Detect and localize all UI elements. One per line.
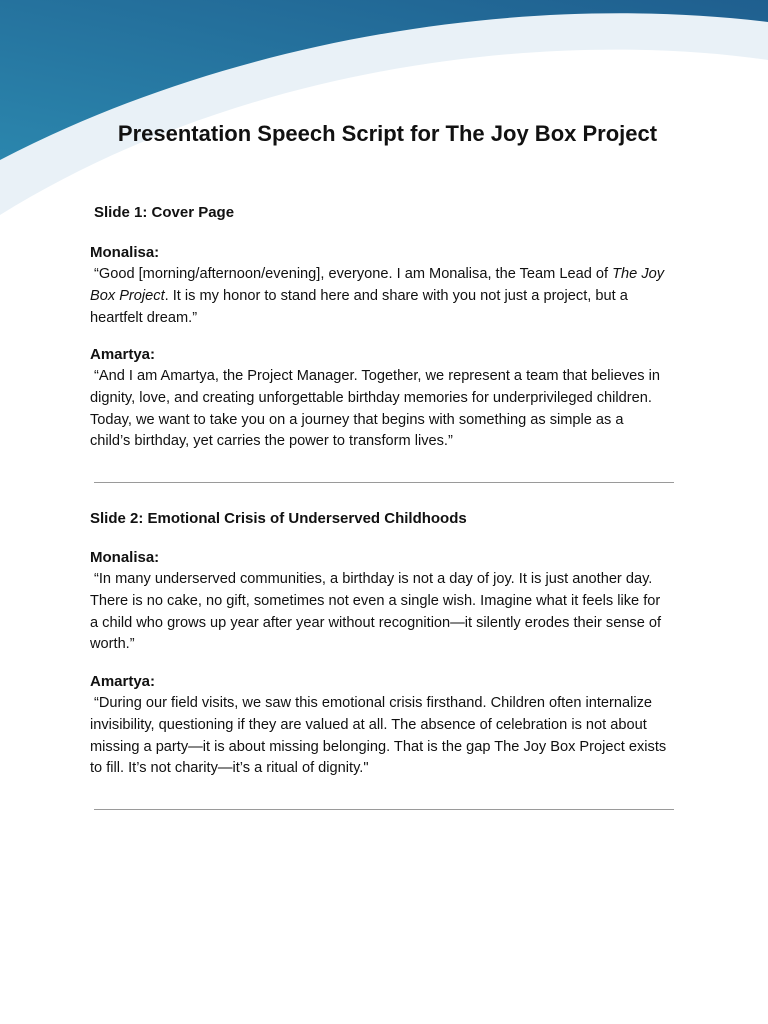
speaker-text xyxy=(90,366,680,453)
speaker-name: Monalisa: xyxy=(90,244,160,261)
speaker-name: Amartya: xyxy=(90,346,156,363)
speaker-text xyxy=(90,693,680,780)
speech-line: missing a party—it is about missing belonging. That is the gap The Joy Box Project exists xyxy=(90,738,667,755)
slide-heading: Slide 2: Emotional Crisis of Underserved Childhoods xyxy=(90,510,467,527)
section-divider xyxy=(94,482,674,483)
speech-line: “During our field visits, we saw this emotional crisis firsthand. Children often internalize xyxy=(94,695,653,711)
speech-line: There is no cake, no gift, sometimes not even a single wish. Imagine what it feels like for xyxy=(90,592,661,609)
speech-line: heartfelt dream.” xyxy=(90,309,198,326)
slide-heading: Slide 1: Cover Page xyxy=(94,204,235,221)
speaker-block xyxy=(90,547,680,656)
speaker-name: Monalisa: xyxy=(90,549,160,566)
speaker-block xyxy=(90,344,680,453)
speaker-block xyxy=(90,671,680,780)
speech-line: Today, we want to take you on a journey that begins with something as simple as a xyxy=(90,411,624,428)
speaker-block xyxy=(90,242,680,329)
speech-line: child’s birthday, yet carries the power to transform lives.” xyxy=(90,433,453,450)
speaker-name: Amartya: xyxy=(90,673,156,690)
speech-line: invisibility, questioning if they are valued at all. The absence of celebration is not about xyxy=(90,716,647,733)
slide-section-1 xyxy=(90,202,680,224)
speech-line: worth.” xyxy=(90,636,135,653)
speech-line: . It is my honor to stand here and share with you not just a project, but a xyxy=(164,287,628,304)
section-divider xyxy=(94,809,674,810)
speech-line: “Good [morning/afternoon/evening], everyone. I am Monalisa, the Team Lead of xyxy=(94,266,613,282)
speech-line: to fill. It’s not charity—it’s a ritual of dignity." xyxy=(90,760,369,777)
slide-section-2 xyxy=(90,508,680,530)
document-title: Presentation Speech Script for The Joy Box Project xyxy=(117,121,658,146)
speech-line: dignity, love, and creating unforgettable birthday memories for underprivileged children. xyxy=(90,389,652,406)
speech-line: “And I am Amartya, the Project Manager. Together, we represent a team that believes in xyxy=(94,368,660,384)
speaker-text xyxy=(90,264,680,329)
project-name-italic: The Joy xyxy=(612,266,665,282)
speaker-text xyxy=(90,569,680,656)
speech-line: a child who grows up year after year without recognition—it silently erodes their sense of xyxy=(90,614,662,631)
project-name-italic: Box Project xyxy=(90,287,165,304)
speech-line: “In many underserved communities, a birthday is not a day of joy. It is just another day. xyxy=(94,571,653,587)
